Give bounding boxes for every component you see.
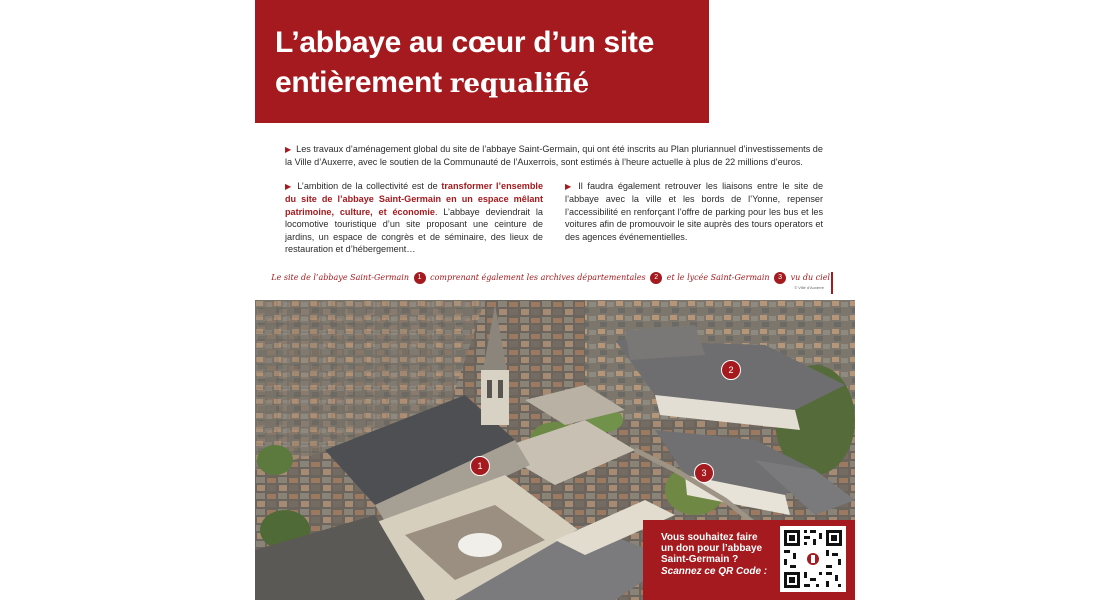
paragraph-ambition-highlight: transformer l’ensemble du site de l’abbaye Saint-Germain en un espace mêlant patrimoine, culture, et économie bbox=[285, 181, 543, 217]
page-title-line1: L’abbaye au cœur d’un site bbox=[275, 26, 654, 59]
donation-line-1: Vous souhaitez faire bbox=[661, 532, 758, 543]
donation-line-3: Saint-Germain ? bbox=[661, 554, 739, 565]
donation-line-2: un don pour l’abbaye bbox=[661, 543, 763, 554]
caption-part2: comprenant également les archives départementales bbox=[430, 273, 646, 282]
caption-part4: vu du ciel bbox=[790, 273, 830, 282]
paragraph-budget-text: Les travaux d’aménagement global du site de l’abbaye Saint-Germain, qui ont été inscrits au Plan pluriannuel d’investissements de la Ville d’Auxerre, avec le soutien de la Communauté de l’Auxerrois, sont estimés à l’heure actuelle à plus de 22 millions d’euros. bbox=[285, 144, 823, 168]
donation-text bbox=[661, 532, 771, 577]
triangle-bullet-icon: ▶ bbox=[285, 145, 292, 154]
photo-marker-3: 3 bbox=[694, 463, 714, 483]
page-title-bold-word: entièrement bbox=[275, 66, 442, 99]
brochure-page bbox=[255, 0, 855, 600]
caption-number-3: 3 bbox=[774, 272, 786, 284]
caption-number-2: 2 bbox=[650, 272, 662, 284]
caption-part1: Le site de l’abbaye Saint-Germain bbox=[271, 273, 409, 282]
paragraph-budget bbox=[285, 143, 825, 169]
photo-marker-1: 1 bbox=[470, 456, 490, 476]
paragraph-access bbox=[565, 180, 823, 243]
paragraph-access-text: Il faudra également retrouver les liaisons entre le site de l’abbaye avec la ville et les bords de l’Yonne, repenser l’accessibilité en renforçant l’offre de parking pour les bus et les voitures afin de promouvoir le site auprès des tours operators et des agences événementielles. bbox=[565, 181, 824, 242]
photo-marker-2: 2 bbox=[721, 360, 741, 380]
caption-number-1: 1 bbox=[414, 272, 426, 284]
triangle-bullet-icon: ▶ bbox=[285, 182, 293, 191]
title-banner bbox=[255, 0, 709, 123]
triangle-bullet-icon: ▶ bbox=[565, 182, 574, 191]
photo-caption bbox=[271, 272, 830, 284]
page-title-line2 bbox=[275, 66, 589, 100]
paragraph-ambition bbox=[285, 180, 543, 255]
donation-scan-instruction: Scannez ce QR Code : bbox=[661, 566, 768, 577]
paragraph-ambition-text-start: L’ambition de la collectivité est de bbox=[297, 181, 442, 191]
caption-divider bbox=[831, 272, 833, 294]
photo-credit: © Ville d’Auxerre bbox=[794, 285, 824, 290]
paragraph-ambition-text-end: . L’abbaye deviendrait la locomotive touristique d’un site proposant une ceinture de jardins, un espace de congrès et de séminaire, des lieux de restauration et d’hébergement… bbox=[285, 206, 543, 255]
donation-box bbox=[643, 520, 855, 600]
caption-part3: et le lycée Saint-Germain bbox=[666, 273, 770, 282]
qr-code[interactable] bbox=[780, 526, 846, 592]
qr-code-icon bbox=[780, 526, 846, 592]
page-title-serif-word: requalifié bbox=[449, 69, 590, 99]
